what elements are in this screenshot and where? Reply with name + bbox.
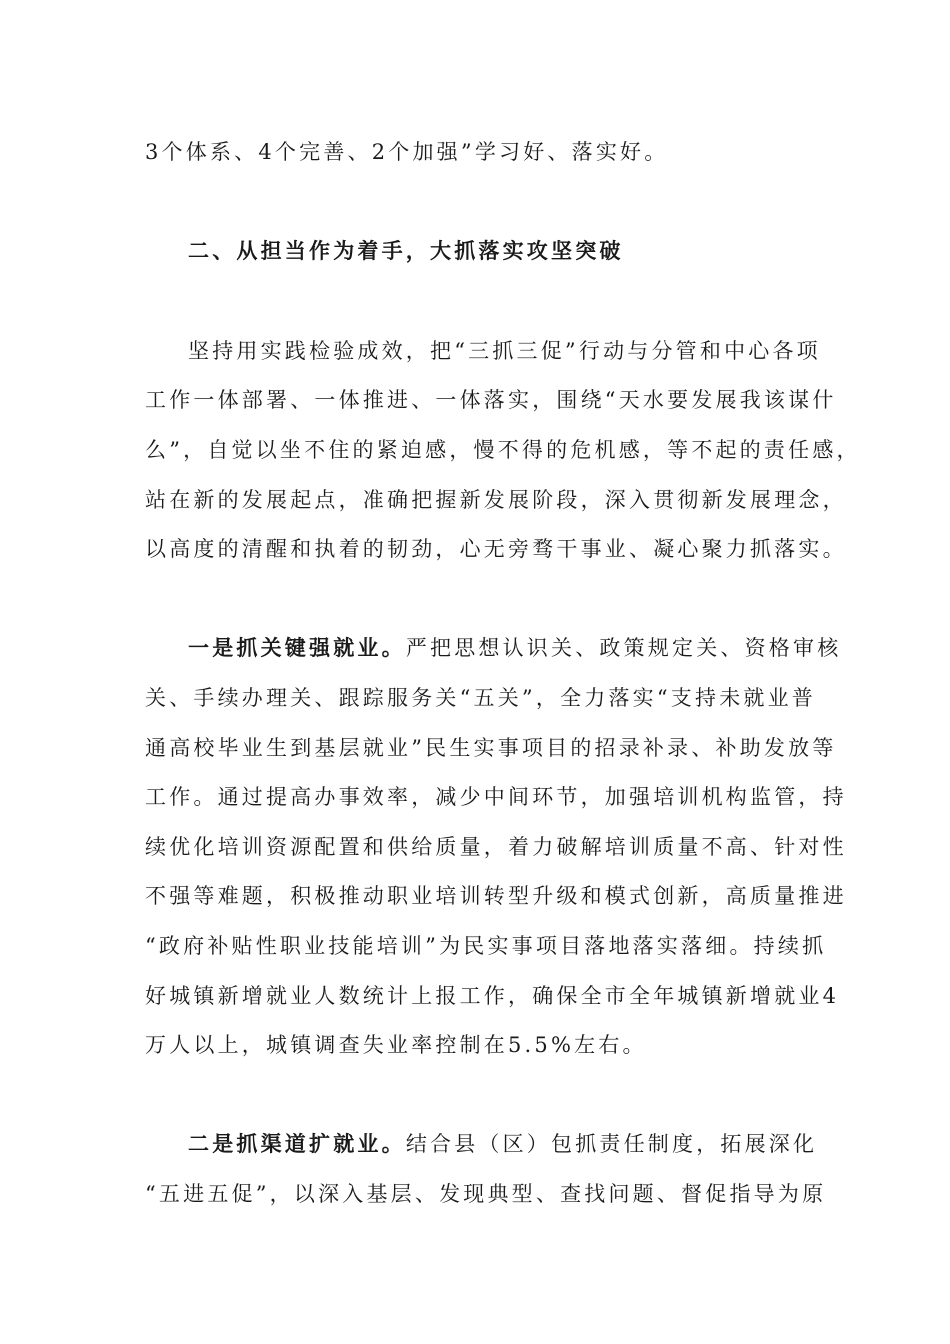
text-line: 关、手续办理关、跟踪服务关“五关”，全力落实“支持未就业普 [145,686,817,710]
paragraph-first-line: 一是抓关键强就业。严把思想认识关、政策规定关、资格审核 [188,635,842,660]
text-line: 万人以上，城镇调查失业率控制在5.5%左右。 [145,1033,647,1057]
text-line: 通高校毕业生到基层就业”民生实事项目的招录补录、补助发放等 [145,736,837,760]
text-line: 站在新的发展起点，准确把握新发展阶段，深入贯彻新发展理念， [145,488,847,512]
section-heading: 二、从担当作为着手，大抓落实攻坚突破 [188,238,624,263]
text-line: 好城镇新增就业人数统计上报工作，确保全市全年城镇新增就业4 [145,984,840,1008]
text-line: 3个体系、4个完善、2个加强”学习好、落实好。 [145,140,669,164]
text-line: 续优化培训资源配置和供给质量，着力破解培训质量不高、针对性 [145,835,847,859]
paragraph-first-line: 二是抓渠道扩就业。结合县（区）包抓责任制度，拓展深化 [188,1131,818,1156]
text-line: 工作一体部署、一体推进、一体落实，围绕“天水要发展我该谋什 [145,388,837,412]
paragraph-first-line: 坚持用实践检验成效，把“三抓三促”行动与分管和中心各项 [188,339,821,363]
text-line: 以高度的清醒和执着的韧劲，心无旁骛干事业、凝心聚力抓落实。 [145,537,847,561]
text-line: “五进五促”，以深入基层、发现典型、查找问题、督促指导为原 [145,1182,827,1206]
text-line: “政府补贴性职业技能培训”为民实事项目落地落实落细。持续抓 [145,934,827,958]
text-line: 么”，自觉以坐不住的紧迫感，慢不得的危机感，等不起的责任感， [145,438,861,462]
paragraph-lead: 一是抓关键强就业。 [188,635,406,660]
text-line: 工作。通过提高办事效率，减少中间环节，加强培训机构监管，持 [145,785,847,809]
text-line: 不强等难题，积极推动职业培训转型升级和模式创新，高质量推进 [145,884,847,908]
paragraph-lead: 二是抓渠道扩就业。 [188,1131,406,1156]
